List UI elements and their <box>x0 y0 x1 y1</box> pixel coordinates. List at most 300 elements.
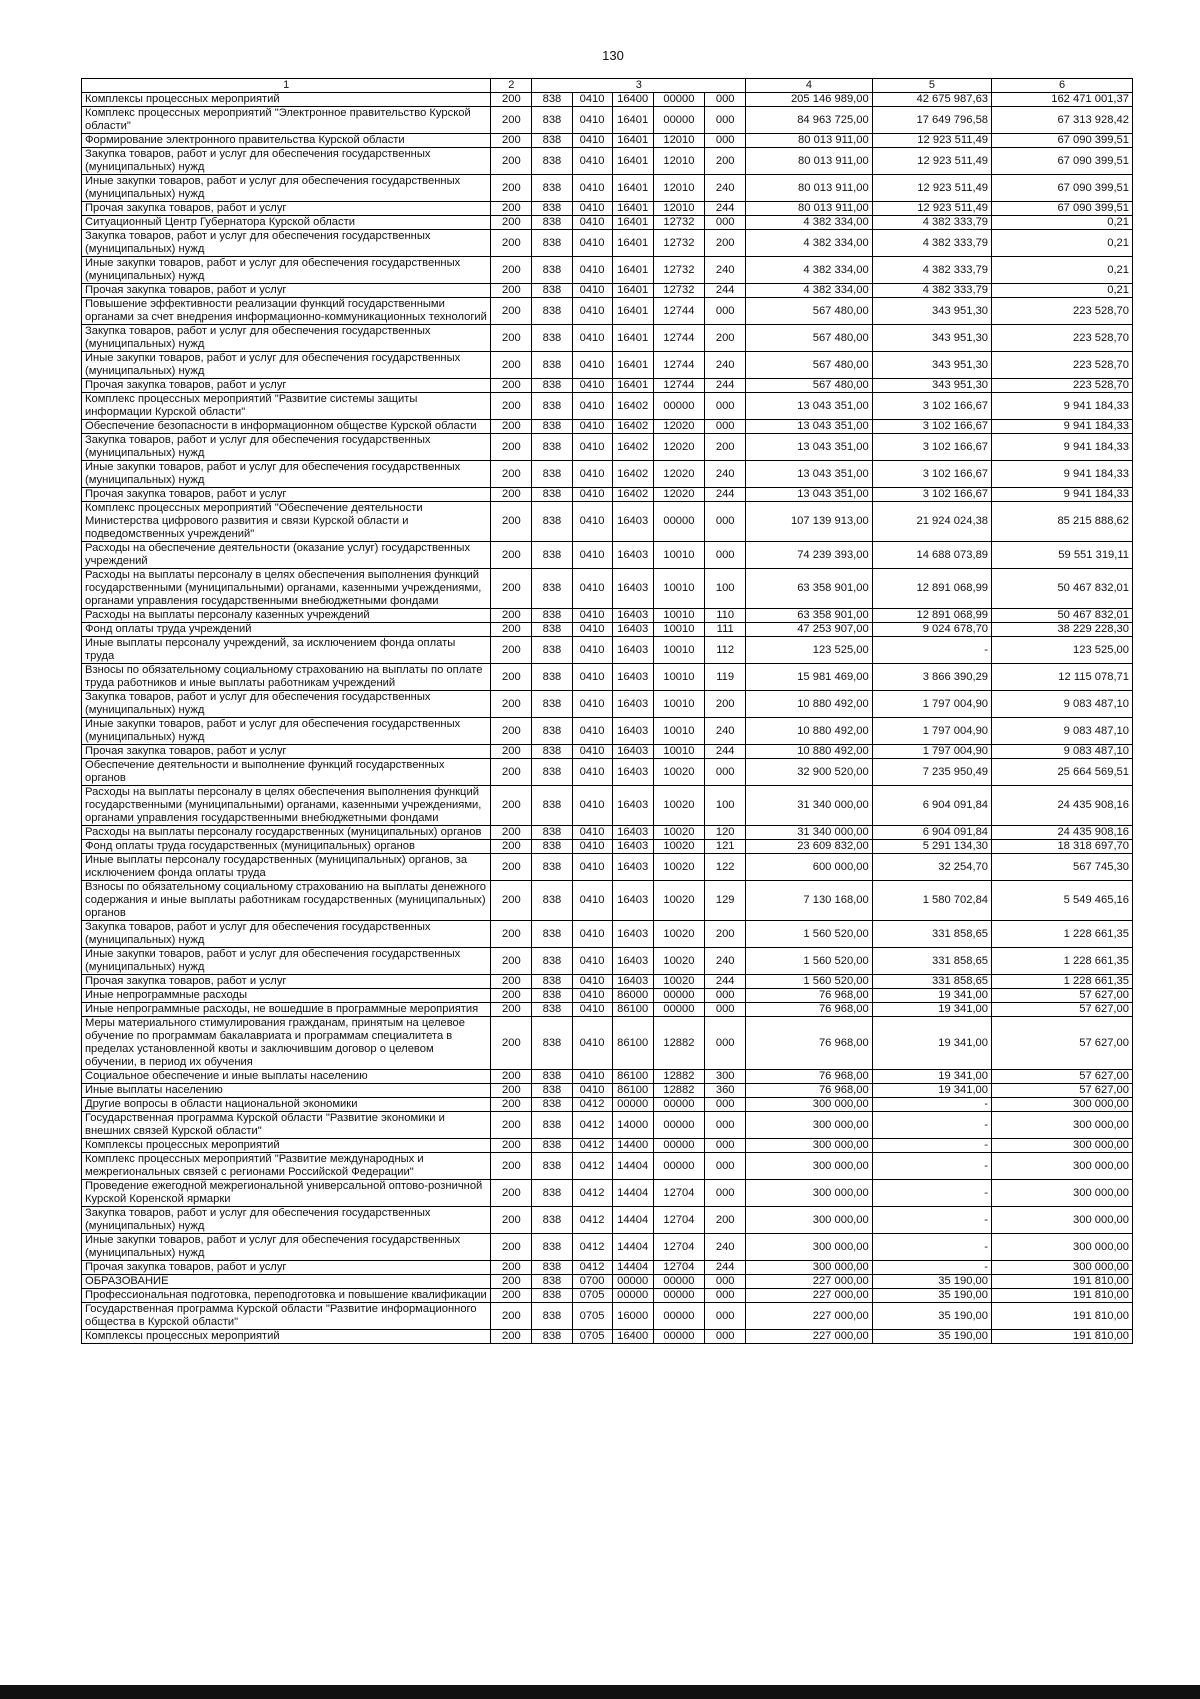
cell-amount-6: 162 471 001,37 <box>992 93 1133 107</box>
cell-code-2: 200 <box>491 230 532 257</box>
cell-code-3a: 838 <box>532 461 572 488</box>
cell-code-3c: 16401 <box>612 202 653 216</box>
cell-code-3c: 16403 <box>612 975 653 989</box>
cell-code-3c: 16401 <box>612 107 653 134</box>
table-row <box>82 134 1133 148</box>
cell-amount-5: 4 382 333,79 <box>872 216 991 230</box>
cell-code-3c: 16401 <box>612 148 653 175</box>
cell-code-3d: 10010 <box>653 691 704 718</box>
cell-amount-5: 12 923 511,49 <box>872 175 991 202</box>
cell-amount-5: 4 382 333,79 <box>872 257 991 284</box>
cell-code-3b: 0700 <box>572 1275 612 1289</box>
cell-code-3b: 0410 <box>572 840 612 854</box>
cell-code-3e: 240 <box>705 257 746 284</box>
cell-code-3e: 200 <box>705 148 746 175</box>
cell-amount-4: 205 146 989,00 <box>746 93 872 107</box>
cell-amount-4: 76 968,00 <box>746 1003 872 1017</box>
cell-code-2: 200 <box>491 1207 532 1234</box>
cell-code-3c: 16403 <box>612 786 653 826</box>
cell-code-2: 200 <box>491 175 532 202</box>
cell-code-3b: 0410 <box>572 623 612 637</box>
cell-code-3c: 16403 <box>612 921 653 948</box>
cell-code-3c: 00000 <box>612 1275 653 1289</box>
cell-amount-4: 13 043 351,00 <box>746 488 872 502</box>
cell-amount-4: 80 013 911,00 <box>746 175 872 202</box>
cell-code-3d: 10010 <box>653 664 704 691</box>
cell-code-3a: 838 <box>532 881 572 921</box>
cell-code-3a: 838 <box>532 854 572 881</box>
cell-amount-5: 343 951,30 <box>872 325 991 352</box>
cell-amount-4: 74 239 393,00 <box>746 542 872 569</box>
cell-amount-6: 67 090 399,51 <box>992 202 1133 216</box>
cell-code-3d: 10010 <box>653 623 704 637</box>
cell-amount-4: 1 560 520,00 <box>746 921 872 948</box>
cell-code-2: 200 <box>491 691 532 718</box>
cell-amount-5: 3 102 166,67 <box>872 461 991 488</box>
row-name: Профессиональная подготовка, переподготовка и повышение квалификации <box>82 1289 491 1303</box>
cell-amount-4: 76 968,00 <box>746 1070 872 1084</box>
row-name: Расходы на обеспечение деятельности (оказание услуг) государственных учреждений <box>82 542 491 569</box>
cell-code-3c: 16403 <box>612 637 653 664</box>
table-row <box>82 542 1133 569</box>
cell-code-3e: 240 <box>705 175 746 202</box>
table-row <box>82 1207 1133 1234</box>
cell-code-3d: 10020 <box>653 786 704 826</box>
cell-code-3b: 0412 <box>572 1180 612 1207</box>
row-name: Фонд оплаты труда государственных (муниципальных) органов <box>82 840 491 854</box>
row-name: Прочая закупка товаров, работ и услуг <box>82 284 491 298</box>
cell-code-3a: 838 <box>532 1112 572 1139</box>
cell-code-3d: 12020 <box>653 461 704 488</box>
cell-code-2: 200 <box>491 434 532 461</box>
cell-code-3c: 16000 <box>612 1303 653 1330</box>
cell-code-3c: 16403 <box>612 623 653 637</box>
cell-code-3a: 838 <box>532 1275 572 1289</box>
cell-amount-4: 300 000,00 <box>746 1139 872 1153</box>
cell-code-3a: 838 <box>532 759 572 786</box>
cell-amount-5: - <box>872 1234 991 1261</box>
cell-code-3a: 838 <box>532 975 572 989</box>
cell-amount-6: 50 467 832,01 <box>992 609 1133 623</box>
cell-amount-4: 300 000,00 <box>746 1153 872 1180</box>
cell-code-2: 200 <box>491 609 532 623</box>
cell-code-3e: 119 <box>705 664 746 691</box>
cell-code-2: 200 <box>491 854 532 881</box>
cell-code-2: 200 <box>491 664 532 691</box>
cell-code-3d: 00000 <box>653 1289 704 1303</box>
cell-code-3d: 12020 <box>653 434 704 461</box>
cell-code-3a: 838 <box>532 1153 572 1180</box>
table-row <box>82 975 1133 989</box>
table-body <box>82 93 1133 1344</box>
cell-code-3a: 838 <box>532 569 572 609</box>
row-name: Комплексы процессных мероприятий <box>82 1139 491 1153</box>
cell-code-3c: 16402 <box>612 420 653 434</box>
cell-code-3e: 111 <box>705 623 746 637</box>
row-name: Иные выплаты персоналу государственных (муниципальных) органов, за исключением фонда оплаты труда <box>82 854 491 881</box>
cell-code-3a: 838 <box>532 1261 572 1275</box>
cell-amount-6: 0,21 <box>992 257 1133 284</box>
cell-code-3e: 200 <box>705 921 746 948</box>
cell-code-3e: 000 <box>705 1017 746 1070</box>
row-name: Прочая закупка товаров, работ и услуг <box>82 202 491 216</box>
cell-code-2: 200 <box>491 461 532 488</box>
cell-code-3b: 0410 <box>572 854 612 881</box>
table-row <box>82 148 1133 175</box>
table-row <box>82 434 1133 461</box>
cell-amount-4: 63 358 901,00 <box>746 609 872 623</box>
cell-amount-4: 227 000,00 <box>746 1330 872 1344</box>
table-row <box>82 393 1133 420</box>
cell-amount-6: 9 941 184,33 <box>992 420 1133 434</box>
cell-amount-5: 42 675 987,63 <box>872 93 991 107</box>
table-row <box>82 1234 1133 1261</box>
cell-code-3d: 00000 <box>653 1330 704 1344</box>
row-name: Расходы на выплаты персоналу в целях обеспечения выполнения функций государственными (муниципальными) органами, казенными учреждениями, органами управления государственными внебюджетными фондами <box>82 786 491 826</box>
cell-amount-6: 300 000,00 <box>992 1098 1133 1112</box>
cell-code-3b: 0410 <box>572 921 612 948</box>
cell-amount-4: 567 480,00 <box>746 379 872 393</box>
row-name: Меры материального стимулирования гражданам, принятым на целевое обучение по программам бакалавриата и программам специалитета в пределах установленной квоты и заключившим договор о целевом обучении, в период их обучения <box>82 1017 491 1070</box>
cell-amount-4: 300 000,00 <box>746 1207 872 1234</box>
cell-code-3c: 16403 <box>612 502 653 542</box>
header-col-3: 3 <box>532 79 746 93</box>
cell-amount-5: 12 923 511,49 <box>872 148 991 175</box>
cell-code-3e: 100 <box>705 786 746 826</box>
cell-code-3d: 12020 <box>653 420 704 434</box>
cell-amount-4: 13 043 351,00 <box>746 393 872 420</box>
cell-code-3e: 200 <box>705 1207 746 1234</box>
table-row <box>82 1261 1133 1275</box>
cell-amount-4: 567 480,00 <box>746 325 872 352</box>
cell-code-3d: 12744 <box>653 379 704 393</box>
cell-code-3c: 16401 <box>612 325 653 352</box>
cell-code-3e: 000 <box>705 393 746 420</box>
cell-code-3a: 838 <box>532 1070 572 1084</box>
cell-amount-6: 300 000,00 <box>992 1153 1133 1180</box>
row-name: Иные закупки товаров, работ и услуг для обеспечения государственных (муниципальных) нужд <box>82 1234 491 1261</box>
header-col-4: 4 <box>746 79 872 93</box>
cell-code-3a: 838 <box>532 786 572 826</box>
cell-code-3e: 000 <box>705 1139 746 1153</box>
cell-code-3d: 00000 <box>653 1153 704 1180</box>
cell-code-3a: 838 <box>532 393 572 420</box>
cell-code-3d: 10020 <box>653 759 704 786</box>
cell-code-3e: 240 <box>705 1234 746 1261</box>
cell-code-3c: 86100 <box>612 1084 653 1098</box>
cell-code-3d: 12020 <box>653 488 704 502</box>
cell-amount-5: 1 797 004,90 <box>872 718 991 745</box>
cell-amount-5: 35 190,00 <box>872 1330 991 1344</box>
cell-code-3b: 0410 <box>572 148 612 175</box>
table-row <box>82 216 1133 230</box>
cell-amount-5: 6 904 091,84 <box>872 826 991 840</box>
cell-code-3c: 14400 <box>612 1139 653 1153</box>
cell-amount-5: - <box>872 1098 991 1112</box>
row-name: Иные закупки товаров, работ и услуг для обеспечения государственных (муниципальных) нужд <box>82 175 491 202</box>
cell-amount-6: 9 941 184,33 <box>992 434 1133 461</box>
cell-code-3b: 0412 <box>572 1261 612 1275</box>
cell-code-3a: 838 <box>532 1084 572 1098</box>
cell-code-3b: 0412 <box>572 1207 612 1234</box>
cell-code-2: 200 <box>491 1275 532 1289</box>
cell-code-2: 200 <box>491 840 532 854</box>
cell-code-3d: 12704 <box>653 1261 704 1275</box>
cell-code-3e: 240 <box>705 948 746 975</box>
cell-amount-5: 17 649 796,58 <box>872 107 991 134</box>
cell-code-3d: 00000 <box>653 93 704 107</box>
row-name: Расходы на выплаты персоналу в целях обеспечения выполнения функций государственными (муниципальными) органами, казенными учреждениями, органами управления государственными внебюджетными фондами <box>82 569 491 609</box>
cell-code-3c: 14404 <box>612 1234 653 1261</box>
cell-code-3b: 0410 <box>572 1017 612 1070</box>
cell-amount-4: 32 900 520,00 <box>746 759 872 786</box>
cell-code-3e: 000 <box>705 1289 746 1303</box>
row-name: Прочая закупка товаров, работ и услуг <box>82 975 491 989</box>
cell-code-3d: 10010 <box>653 745 704 759</box>
cell-code-3d: 12882 <box>653 1017 704 1070</box>
cell-code-2: 200 <box>491 989 532 1003</box>
row-name: Иные закупки товаров, работ и услуг для обеспечения государственных (муниципальных) нужд <box>82 948 491 975</box>
cell-amount-6: 59 551 319,11 <box>992 542 1133 569</box>
cell-amount-6: 191 810,00 <box>992 1303 1133 1330</box>
cell-code-3a: 838 <box>532 93 572 107</box>
cell-code-2: 200 <box>491 948 532 975</box>
cell-code-3c: 16402 <box>612 393 653 420</box>
cell-amount-6: 223 528,70 <box>992 325 1133 352</box>
cell-code-3a: 838 <box>532 1303 572 1330</box>
cell-amount-6: 57 627,00 <box>992 1003 1133 1017</box>
cell-code-3d: 12882 <box>653 1070 704 1084</box>
cell-code-3c: 16403 <box>612 840 653 854</box>
cell-amount-6: 0,21 <box>992 284 1133 298</box>
row-name: Иные закупки товаров, работ и услуг для обеспечения государственных (муниципальных) нужд <box>82 461 491 488</box>
cell-code-3c: 14404 <box>612 1180 653 1207</box>
cell-code-3c: 16401 <box>612 216 653 230</box>
cell-code-2: 200 <box>491 921 532 948</box>
cell-amount-5: 21 924 024,38 <box>872 502 991 542</box>
row-name: ОБРАЗОВАНИЕ <box>82 1275 491 1289</box>
cell-code-3e: 000 <box>705 1330 746 1344</box>
cell-amount-5: 4 382 333,79 <box>872 284 991 298</box>
cell-code-3e: 122 <box>705 854 746 881</box>
cell-code-3a: 838 <box>532 1017 572 1070</box>
table-row <box>82 298 1133 325</box>
table-row <box>82 691 1133 718</box>
cell-amount-6: 300 000,00 <box>992 1180 1133 1207</box>
cell-code-3b: 0410 <box>572 691 612 718</box>
cell-code-3b: 0705 <box>572 1330 612 1344</box>
cell-code-2: 200 <box>491 826 532 840</box>
table-row <box>82 379 1133 393</box>
cell-amount-4: 300 000,00 <box>746 1098 872 1112</box>
table-row <box>82 718 1133 745</box>
table-row <box>82 989 1133 1003</box>
cell-amount-5: 343 951,30 <box>872 352 991 379</box>
row-name: Закупка товаров, работ и услуг для обеспечения государственных (муниципальных) нужд <box>82 691 491 718</box>
header-col-2: 2 <box>491 79 532 93</box>
row-name: Другие вопросы в области национальной экономики <box>82 1098 491 1112</box>
cell-code-2: 200 <box>491 1017 532 1070</box>
cell-code-3d: 12704 <box>653 1180 704 1207</box>
cell-amount-6: 57 627,00 <box>992 1070 1133 1084</box>
cell-code-3a: 838 <box>532 1234 572 1261</box>
cell-code-3c: 16401 <box>612 230 653 257</box>
cell-code-3c: 86100 <box>612 1017 653 1070</box>
cell-amount-4: 63 358 901,00 <box>746 569 872 609</box>
cell-amount-5: 9 024 678,70 <box>872 623 991 637</box>
cell-code-2: 200 <box>491 1112 532 1139</box>
cell-code-3a: 838 <box>532 175 572 202</box>
table-row <box>82 881 1133 921</box>
cell-code-3a: 838 <box>532 202 572 216</box>
cell-code-3e: 000 <box>705 1098 746 1112</box>
cell-code-2: 200 <box>491 623 532 637</box>
cell-code-3c: 16401 <box>612 298 653 325</box>
cell-amount-5: 1 580 702,84 <box>872 881 991 921</box>
cell-code-3e: 244 <box>705 284 746 298</box>
cell-code-3b: 0412 <box>572 1139 612 1153</box>
cell-amount-6: 1 228 661,35 <box>992 948 1133 975</box>
cell-code-2: 200 <box>491 1153 532 1180</box>
cell-code-3b: 0410 <box>572 609 612 623</box>
row-name: Закупка товаров, работ и услуг для обеспечения государственных (муниципальных) нужд <box>82 434 491 461</box>
cell-amount-5: 32 254,70 <box>872 854 991 881</box>
cell-code-3a: 838 <box>532 1180 572 1207</box>
cell-code-3b: 0705 <box>572 1303 612 1330</box>
cell-amount-4: 13 043 351,00 <box>746 461 872 488</box>
table-row <box>82 202 1133 216</box>
row-name: Иные закупки товаров, работ и услуг для обеспечения государственных (муниципальных) нужд <box>82 718 491 745</box>
cell-amount-4: 10 880 492,00 <box>746 745 872 759</box>
cell-code-2: 200 <box>491 352 532 379</box>
cell-code-3e: 000 <box>705 1153 746 1180</box>
header-row <box>82 79 1133 93</box>
cell-code-3a: 838 <box>532 1139 572 1153</box>
cell-amount-4: 80 013 911,00 <box>746 134 872 148</box>
cell-amount-5: 19 341,00 <box>872 1070 991 1084</box>
cell-code-3d: 10010 <box>653 718 704 745</box>
cell-code-3b: 0410 <box>572 488 612 502</box>
row-name: Иные закупки товаров, работ и услуг для обеспечения государственных (муниципальных) нужд <box>82 257 491 284</box>
cell-code-3e: 000 <box>705 107 746 134</box>
cell-code-3a: 838 <box>532 664 572 691</box>
cell-code-3b: 0410 <box>572 881 612 921</box>
cell-amount-4: 4 382 334,00 <box>746 230 872 257</box>
cell-code-3b: 0410 <box>572 664 612 691</box>
row-name: Закупка товаров, работ и услуг для обеспечения государственных (муниципальных) нужд <box>82 325 491 352</box>
table-row <box>82 461 1133 488</box>
cell-code-3d: 10020 <box>653 826 704 840</box>
table-row <box>82 948 1133 975</box>
cell-code-3e: 244 <box>705 488 746 502</box>
cell-code-2: 200 <box>491 325 532 352</box>
cell-amount-5: 343 951,30 <box>872 379 991 393</box>
cell-code-3b: 0705 <box>572 1289 612 1303</box>
cell-code-3c: 86100 <box>612 1003 653 1017</box>
cell-code-3e: 300 <box>705 1070 746 1084</box>
cell-code-2: 200 <box>491 718 532 745</box>
row-name: Прочая закупка товаров, работ и услуг <box>82 379 491 393</box>
cell-amount-4: 31 340 000,00 <box>746 826 872 840</box>
table-row <box>82 284 1133 298</box>
cell-code-3a: 838 <box>532 826 572 840</box>
cell-code-3d: 12744 <box>653 352 704 379</box>
cell-amount-5: 3 102 166,67 <box>872 434 991 461</box>
row-name: Иные закупки товаров, работ и услуг для обеспечения государственных (муниципальных) нужд <box>82 352 491 379</box>
cell-code-3a: 838 <box>532 623 572 637</box>
cell-code-3a: 838 <box>532 434 572 461</box>
cell-code-3e: 244 <box>705 202 746 216</box>
cell-code-2: 200 <box>491 393 532 420</box>
cell-code-2: 200 <box>491 1289 532 1303</box>
table-row <box>82 826 1133 840</box>
cell-code-3b: 0412 <box>572 1098 612 1112</box>
cell-code-2: 200 <box>491 569 532 609</box>
table-row <box>82 1098 1133 1112</box>
row-name: Закупка товаров, работ и услуг для обеспечения государственных (муниципальных) нужд <box>82 921 491 948</box>
cell-amount-6: 57 627,00 <box>992 989 1133 1003</box>
cell-code-3d: 12010 <box>653 134 704 148</box>
cell-amount-4: 300 000,00 <box>746 1261 872 1275</box>
row-name: Комплекс процессных мероприятий "Развитие системы защиты информации Курской области" <box>82 393 491 420</box>
cell-code-3e: 244 <box>705 379 746 393</box>
cell-code-3b: 0410 <box>572 637 612 664</box>
table-row <box>82 488 1133 502</box>
cell-amount-6: 18 318 697,70 <box>992 840 1133 854</box>
cell-amount-6: 9 083 487,10 <box>992 718 1133 745</box>
cell-amount-5: - <box>872 1207 991 1234</box>
cell-code-3d: 12732 <box>653 284 704 298</box>
table-row <box>82 257 1133 284</box>
cell-code-3e: 000 <box>705 1303 746 1330</box>
table-row <box>82 1180 1133 1207</box>
cell-code-3b: 0412 <box>572 1112 612 1139</box>
table-row <box>82 1070 1133 1084</box>
cell-amount-6: 191 810,00 <box>992 1289 1133 1303</box>
cell-code-2: 200 <box>491 93 532 107</box>
cell-code-3a: 838 <box>532 840 572 854</box>
cell-code-3d: 12732 <box>653 216 704 230</box>
cell-amount-5: 3 866 390,29 <box>872 664 991 691</box>
cell-amount-6: 50 467 832,01 <box>992 569 1133 609</box>
cell-code-3a: 838 <box>532 745 572 759</box>
cell-code-2: 200 <box>491 1003 532 1017</box>
cell-code-3c: 16403 <box>612 745 653 759</box>
cell-code-3e: 000 <box>705 759 746 786</box>
cell-code-3a: 838 <box>532 352 572 379</box>
cell-code-3b: 0410 <box>572 1084 612 1098</box>
cell-code-3b: 0410 <box>572 257 612 284</box>
cell-amount-6: 67 090 399,51 <box>992 175 1133 202</box>
cell-amount-5: - <box>872 1139 991 1153</box>
cell-code-3a: 838 <box>532 542 572 569</box>
cell-code-3b: 0410 <box>572 379 612 393</box>
cell-code-3a: 838 <box>532 1207 572 1234</box>
cell-code-3a: 838 <box>532 609 572 623</box>
cell-code-3c: 16403 <box>612 948 653 975</box>
cell-code-3c: 00000 <box>612 1098 653 1112</box>
row-name: Закупка товаров, работ и услуг для обеспечения государственных (муниципальных) нужд <box>82 148 491 175</box>
cell-code-2: 200 <box>491 637 532 664</box>
cell-code-2: 200 <box>491 1234 532 1261</box>
row-name: Комплекс процессных мероприятий "Обеспечение деятельности Министерства цифрового развития и связи Курской области и подведомственных учреждений" <box>82 502 491 542</box>
cell-amount-6: 67 313 928,42 <box>992 107 1133 134</box>
cell-code-3e: 100 <box>705 569 746 609</box>
cell-code-3e: 000 <box>705 134 746 148</box>
cell-code-3d: 00000 <box>653 1275 704 1289</box>
table-row <box>82 1303 1133 1330</box>
cell-amount-5: - <box>872 1153 991 1180</box>
